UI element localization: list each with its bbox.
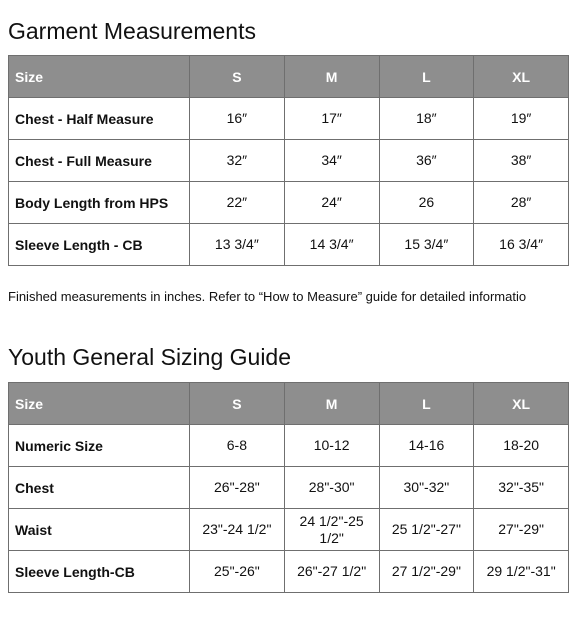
table-cell: 24 1/2"-25 1/2" [284, 509, 379, 551]
table-row [9, 425, 569, 467]
table-row [9, 224, 569, 266]
table-cell: 16 3/4″ [474, 224, 569, 266]
table-row [9, 140, 569, 182]
garment-measurements-table [8, 55, 569, 266]
row-label: Chest [9, 467, 190, 509]
table-cell: 26"-27 1/2" [284, 551, 379, 593]
size-header-xl: XL [474, 383, 569, 425]
table-cell: 23"-24 1/2" [190, 509, 285, 551]
table-cell: 17″ [284, 98, 379, 140]
table-cell: 14 3/4″ [284, 224, 379, 266]
youth-sizing-guide-title: Youth General Sizing Guide [8, 344, 292, 370]
table-cell: 10-12 [284, 425, 379, 467]
row-label: Numeric Size [9, 425, 190, 467]
table-row [9, 509, 569, 551]
table-cell: 30"-32" [379, 467, 474, 509]
table-cell: 28″ [474, 182, 569, 224]
table-cell: 15 3/4″ [379, 224, 474, 266]
row-label: Sleeve Length - CB [9, 224, 190, 266]
size-column-header: Size [9, 383, 190, 425]
table-cell: 25 1/2"-27" [379, 509, 474, 551]
table-cell: 16″ [190, 98, 285, 140]
row-label: Chest - Full Measure [9, 140, 190, 182]
size-header-m: M [284, 56, 379, 98]
row-label: Body Length from HPS [9, 182, 190, 224]
size-header-xl: XL [474, 56, 569, 98]
table-cell: 6-8 [190, 425, 285, 467]
table-header-row [9, 383, 569, 425]
table-cell: 29 1/2"-31" [474, 551, 569, 593]
table-cell: 18-20 [474, 425, 569, 467]
garment-measurements-title: Garment Measurements [8, 18, 256, 44]
table-cell: 28"-30" [284, 467, 379, 509]
table-cell: 14-16 [379, 425, 474, 467]
size-header-m: M [284, 383, 379, 425]
row-label: Chest - Half Measure [9, 98, 190, 140]
size-header-s: S [190, 383, 285, 425]
youth-sizing-table [8, 382, 569, 593]
size-header-l: L [379, 56, 474, 98]
size-column-header: Size [9, 56, 190, 98]
size-header-s: S [190, 56, 285, 98]
row-label: Sleeve Length-CB [9, 551, 190, 593]
table-cell: 36″ [379, 140, 474, 182]
table-cell: 13 3/4″ [190, 224, 285, 266]
table-cell: 27"-29" [474, 509, 569, 551]
table-cell: 25"-26" [190, 551, 285, 593]
table-cell: 26"-28" [190, 467, 285, 509]
table-cell: 22″ [190, 182, 285, 224]
measurement-note: Finished measurements in inches. Refer to “How to Measure” guide for detailed informatio [8, 289, 527, 304]
table-row [9, 98, 569, 140]
table-cell: 18″ [379, 98, 474, 140]
table-cell: 19″ [474, 98, 569, 140]
table-cell: 38″ [474, 140, 569, 182]
table-cell: 27 1/2"-29" [379, 551, 474, 593]
table-cell: 34″ [284, 140, 379, 182]
table-header-row [9, 56, 569, 98]
size-header-l: L [379, 383, 474, 425]
table-cell: 24″ [284, 182, 379, 224]
table-cell: 32″ [190, 140, 285, 182]
row-label: Waist [9, 509, 190, 551]
table-row [9, 551, 569, 593]
table-cell: 32"-35" [474, 467, 569, 509]
table-row [9, 467, 569, 509]
table-cell: 26 [379, 182, 474, 224]
table-row [9, 182, 569, 224]
